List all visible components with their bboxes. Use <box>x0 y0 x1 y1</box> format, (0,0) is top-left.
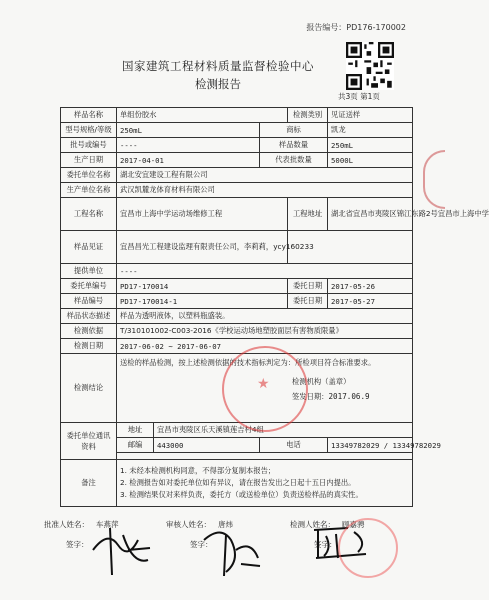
approver-label: 批准人姓名： <box>44 520 89 529</box>
tester-name: 顾嘉骋 <box>342 520 365 529</box>
label-cell: 委托日期 <box>288 279 328 294</box>
represent-qty: 5000L <box>328 153 413 168</box>
label-cell: 提供单位 <box>61 264 117 279</box>
seal-label: 检测机构（盖章） <box>292 377 351 386</box>
producer-name: 武汉凯麓龙体育材料有限公司 <box>117 183 413 198</box>
label-cell: 工程名称 <box>61 198 117 231</box>
remark-line: 2. 检测报告如对委托单位如有异议，请在报告发出之日起十五日内提出。 <box>120 478 356 487</box>
conclusion-text: 送检的样品检测，按上述检测依据的技术指标判定为：所检项目符合标准要求。 <box>120 358 376 367</box>
label-cell: 样品状态描述 <box>61 309 117 324</box>
client-postcode: 443000 <box>154 438 260 453</box>
client-phone: 13349782029 / 13349782029 <box>328 438 413 453</box>
page-info: 共3页 第1页 <box>338 92 380 101</box>
label-cell: 电话 <box>260 438 328 453</box>
qr-code-icon <box>346 42 394 90</box>
blank-cell <box>117 453 413 460</box>
seal-star-icon: ★ <box>257 376 270 392</box>
test-basis: T/310101002-C003-2016《学校运动场地塑胶面层有害物质限量》 <box>117 324 413 339</box>
remark-line: 3. 检测结果仅对来样负责，委托方（或送检单位）负责送检样品的真实性。 <box>120 490 363 499</box>
production-date: 2017-04-01 <box>117 153 260 168</box>
issue-date-label: 签发日期： <box>292 392 329 401</box>
page-title: 国家建筑工程材料质量监督检验中心 <box>122 59 314 73</box>
label-cell: 检测日期 <box>61 339 117 354</box>
order-date: 2017-05-26 <box>328 279 413 294</box>
sample-witness: 宜昌昌光工程建设监理有限责任公司，李莉莉，ycy160233 <box>117 231 288 264</box>
label-cell: 邮编 <box>117 438 154 453</box>
batch: ---- <box>117 138 260 153</box>
page-subtitle: 检测报告 <box>195 77 241 91</box>
receive-date: 2017-05-27 <box>328 294 413 309</box>
client-name: 湖北安宜建设工程有限公司 <box>117 168 413 183</box>
sample-name: 单组份胶水 <box>117 108 288 123</box>
label-cell: 委托单编号 <box>61 279 117 294</box>
reviewer-signature <box>196 520 266 578</box>
label-cell: 商标 <box>260 123 328 138</box>
label-cell: 样品编号 <box>61 294 117 309</box>
tester-label: 检测人姓名： <box>290 520 335 529</box>
label-cell: 委托单位名称 <box>61 168 117 183</box>
signature-stamp <box>338 518 398 578</box>
label-cell: 检测结论 <box>61 354 117 423</box>
test-type: 见证送样 <box>328 108 413 123</box>
project-name: 宜昌市上海中学运动场维修工程 <box>117 198 288 231</box>
label-cell: 备注 <box>61 460 117 507</box>
label-cell: 样品见证 <box>61 231 117 264</box>
label-cell: 生产单位名称 <box>61 183 117 198</box>
client-address: 宜昌市夷陵区乐天溪镇莲吉村4组 <box>154 423 413 438</box>
label-cell: 代表批数量 <box>260 153 328 168</box>
label-cell: 检测依据 <box>61 324 117 339</box>
reviewer-name: 唐炜 <box>218 520 233 529</box>
issue-date-line <box>292 392 409 402</box>
label-cell: 检测类别 <box>288 108 328 123</box>
sample-number: PD17-170014-1 <box>117 294 288 309</box>
model: 250mL <box>117 123 260 138</box>
sign-label: 签字： <box>314 540 337 549</box>
order-number: PD17-170014 <box>117 279 288 294</box>
approver-signature <box>88 520 158 578</box>
label-cell: 批号或编号 <box>61 138 117 153</box>
label-cell: 委托单位通讯资料 <box>61 423 117 460</box>
side-stamp-fragment <box>423 150 445 209</box>
label-cell: 委托日期 <box>288 294 328 309</box>
official-seal <box>222 346 308 432</box>
sample-status: 样品为透明液体，以塑料瓶盛装。 <box>117 309 413 324</box>
supply-unit: ---- <box>117 264 413 279</box>
sign-label: 签字： <box>66 540 89 549</box>
sign-label: 签字： <box>190 540 213 549</box>
label-cell: 样品名称 <box>61 108 117 123</box>
label-cell: 生产日期 <box>61 153 117 168</box>
sample-qty: 250mL <box>328 138 413 153</box>
report-number: 报告编号：PD176-170002 <box>306 23 406 32</box>
label-cell: 型号规格/等级 <box>61 123 117 138</box>
reviewer-label: 审核人姓名： <box>166 520 211 529</box>
project-address: 湖北省宜昌市夷陵区锦江东路2号宜昌市上海中学 <box>328 198 413 231</box>
brand: 凯龙 <box>328 123 413 138</box>
report-table <box>60 107 489 507</box>
label-cell: 样品数量 <box>260 138 328 153</box>
label-cell: 工程地址 <box>288 198 328 231</box>
issue-date: 2017.06.9 <box>328 392 370 401</box>
remark-line: 1. 未经本检测机构同意，不得部分复制本报告； <box>120 466 276 475</box>
test-date: 2017-06-02 ~ 2017-06-07 <box>117 339 413 354</box>
approver-name: 车燕萍 <box>96 520 119 529</box>
label-cell: 地址 <box>117 423 154 438</box>
remarks-cell <box>117 460 413 507</box>
